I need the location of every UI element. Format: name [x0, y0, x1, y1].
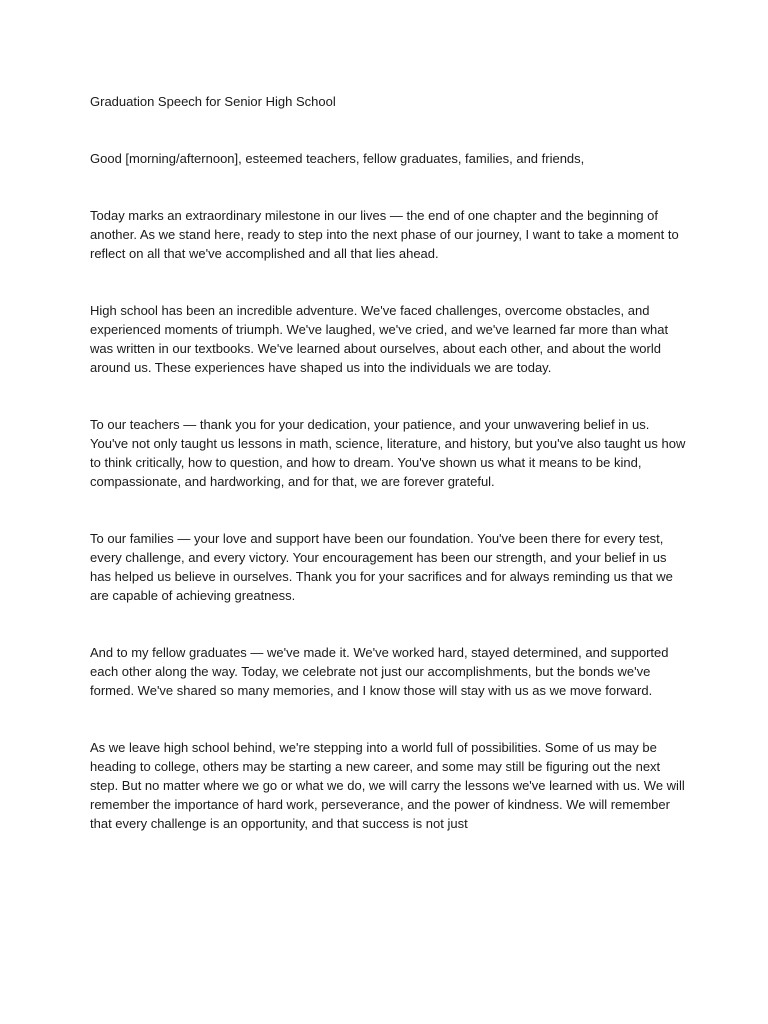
paragraph-intro: Today marks an extraordinary milestone in our lives — the end of one chapter and the beginning of another. As we stand here, ready to step into the next phase of our journey, I want to take a moment to reflect on all that we've accomplished and all that lies ahead.: [90, 208, 679, 261]
document-page: [90, 92, 688, 833]
paragraph-graduates: And to my fellow graduates — we've made it. We've worked hard, stayed determined, and supported each other along the way. Today, we celebrate not just our accomplishments, but the bonds we've formed. We've shared so many memories, and I know those will stay with us as we move forward.: [90, 645, 669, 698]
document-title: Graduation Speech for Senior High School: [90, 94, 336, 109]
paragraph-families: To our families — your love and support have been our foundation. You've been there for every test, every challenge, and every victory. Your encouragement has been our strength, and your belief in us has helped us believe in ourselves. Thank you for your sacrifices and for always reminding us that we are capable of achieving greatness.: [90, 531, 673, 603]
paragraph-teachers: To our teachers — thank you for your dedication, your patience, and your unwavering belief in us. You've not only taught us lessons in math, science, literature, and history, but you've also taught us how to think critically, how to question, and how to dream. You've shown us what it means to be kind, compassionate, and hardworking, and for that, we are forever grateful.: [90, 417, 686, 489]
greeting-line: Good [morning/afternoon], esteemed teachers, fellow graduates, families, and friends,: [90, 151, 585, 166]
paragraph-future: As we leave high school behind, we're stepping into a world full of possibilities. Some of us may be heading to college, others may be starting a new career, and some may still be figuring out the next step. But no matter where we go or what we do, we will carry the lessons we've learned with us. We will remember the importance of hard work, perseverance, and the power of kindness. We will remember that every challenge is an opportunity, and that success is not just: [90, 740, 685, 831]
paragraph-high-school: High school has been an incredible adventure. We've faced challenges, overcome obstacles, and experienced moments of triumph. We've laughed, we've cried, and we've learned far more than what was written in our textbooks. We've learned about ourselves, about each other, and about the world around us. These experiences have shaped us into the individuals we are today.: [90, 303, 669, 375]
